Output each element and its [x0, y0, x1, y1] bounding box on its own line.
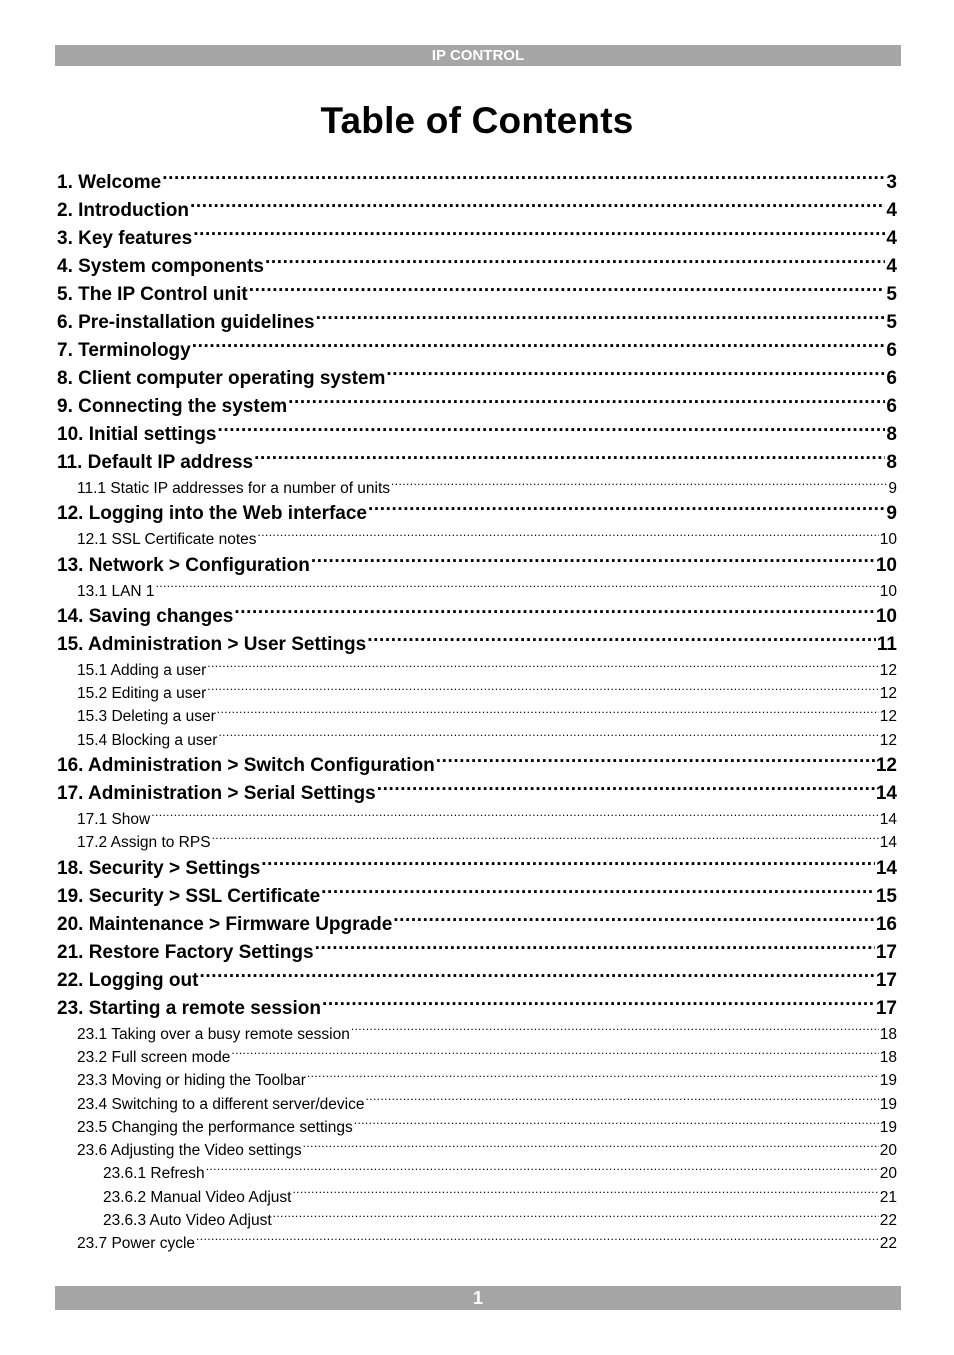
toc-entry-label: 7. Terminology: [57, 340, 191, 361]
toc-entry-label: 23.5 Changing the performance settings: [77, 1118, 353, 1136]
toc-entry-page: 4: [886, 200, 897, 221]
toc-dot-leader: [217, 421, 885, 440]
toc-entry[interactable]: [57, 1116, 897, 1139]
toc-dot-leader: [321, 883, 875, 902]
toc-entry-page: 10: [879, 582, 897, 600]
toc-entry[interactable]: [57, 500, 897, 528]
toc-entry-label: 23.1 Taking over a busy remote session: [77, 1025, 350, 1043]
toc-entry-label: 15.3 Deleting a user: [77, 708, 216, 726]
toc-entry[interactable]: [57, 1162, 897, 1185]
toc-entry[interactable]: [57, 831, 897, 854]
toc-entry-page: 5: [886, 284, 897, 305]
toc-dot-leader: [234, 603, 875, 622]
page-title: Table of Contents: [320, 100, 634, 141]
toc-dot-leader: [192, 337, 886, 356]
toc-dot-leader: [288, 393, 885, 412]
toc-dot-leader: [365, 1093, 878, 1109]
toc-entry-label: 10. Initial settings: [57, 424, 217, 445]
toc-dot-leader: [307, 1070, 879, 1086]
toc-dot-leader: [196, 1233, 879, 1249]
toc-entry-page: 8: [886, 452, 897, 473]
toc-entry-label: 22. Logging out: [57, 969, 199, 991]
toc-entry-label: 19. Security > SSL Certificate: [57, 885, 321, 907]
toc-dot-leader: [151, 809, 879, 825]
toc-entry[interactable]: [57, 603, 897, 631]
toc-entry-page: 17: [875, 969, 897, 991]
toc-entry-label: 23.6.2 Manual Video Adjust: [103, 1188, 292, 1206]
toc-entry-label: 13.1 LAN 1: [77, 582, 155, 600]
page-number: 1: [472, 1288, 483, 1308]
toc-entry-label: 13. Network > Configuration: [57, 554, 310, 576]
toc-dot-leader: [393, 911, 875, 930]
toc-dot-leader: [354, 1116, 879, 1132]
toc-entry-page: 12: [879, 731, 897, 749]
toc-entry-page: 3: [886, 172, 897, 193]
toc-entry[interactable]: [57, 281, 897, 309]
toc-entry-label: 15.1 Adding a user: [77, 661, 207, 679]
toc-entry-label: 23.6.1 Refresh: [103, 1165, 205, 1183]
toc-entry-page: 18: [879, 1025, 897, 1043]
table-of-contents: [57, 169, 897, 1256]
toc-entry-page: 19: [879, 1118, 897, 1136]
toc-entry[interactable]: [57, 855, 897, 883]
toc-entry-label: 2. Introduction: [57, 200, 189, 221]
toc-entry[interactable]: [57, 225, 897, 253]
toc-dot-leader: [199, 967, 874, 986]
toc-entry-page: 22: [879, 1235, 897, 1253]
toc-entry[interactable]: [57, 1186, 897, 1209]
toc-entry-page: 5: [886, 312, 897, 333]
toc-entry-label: 23. Starting a remote session: [57, 997, 321, 1019]
toc-entry[interactable]: [57, 552, 897, 580]
toc-dot-leader: [190, 197, 885, 216]
toc-entry[interactable]: [57, 752, 897, 780]
toc-entry[interactable]: [57, 659, 897, 682]
toc-entry-page: 21: [879, 1188, 897, 1206]
toc-entry-label: 23.2 Full screen mode: [77, 1048, 231, 1066]
toc-entry-page: 12: [879, 708, 897, 726]
toc-entry-page: 4: [886, 228, 897, 249]
toc-entry[interactable]: [57, 1139, 897, 1162]
toc-entry-page: 6: [886, 368, 897, 389]
toc-entry-page: 4: [886, 256, 897, 277]
toc-entry[interactable]: [57, 1023, 897, 1046]
toc-entry-label: 4. System components: [57, 256, 264, 277]
toc-dot-leader: [258, 529, 879, 545]
toc-entry-page: 22: [879, 1212, 897, 1230]
toc-entry-label: 15.4 Blocking a user: [77, 731, 218, 749]
toc-entry-page: 12: [879, 685, 897, 703]
toc-dot-leader: [303, 1140, 879, 1156]
toc-entry-label: 8. Client computer operating system: [57, 368, 386, 389]
toc-entry[interactable]: [57, 169, 897, 197]
toc-dot-leader: [156, 580, 879, 596]
toc-entry-page: 6: [886, 340, 897, 361]
toc-dot-leader: [207, 659, 878, 675]
toc-entry-page: 19: [879, 1072, 897, 1090]
toc-dot-leader: [436, 752, 875, 771]
toc-entry-label: 21. Restore Factory Settings: [57, 941, 314, 963]
toc-entry[interactable]: [57, 309, 897, 337]
toc-entry[interactable]: [57, 808, 897, 831]
toc-dot-leader: [249, 281, 886, 300]
toc-entry-label: 11. Default IP address: [57, 452, 254, 473]
toc-entry[interactable]: [57, 337, 897, 365]
toc-entry[interactable]: [57, 995, 897, 1023]
toc-dot-leader: [391, 478, 887, 494]
toc-entry-label: 15. Administration > User Settings: [57, 633, 367, 655]
toc-dot-leader: [254, 449, 885, 468]
toc-entry-label: 1. Welcome: [57, 172, 162, 193]
toc-dot-leader: [193, 225, 885, 244]
toc-entry-page: 12: [875, 755, 897, 777]
toc-dot-leader: [367, 631, 876, 650]
toc-dot-leader: [315, 939, 875, 958]
toc-entry[interactable]: [57, 365, 897, 393]
toc-dot-leader: [218, 729, 878, 745]
toc-entry-label: 20. Maintenance > Firmware Upgrade: [57, 913, 393, 935]
toc-entry-label: 14. Saving changes: [57, 605, 234, 627]
toc-entry-page: 14: [879, 834, 897, 852]
toc-entry[interactable]: [57, 729, 897, 752]
toc-entry[interactable]: [57, 967, 897, 995]
toc-entry-label: 23.7 Power cycle: [77, 1235, 196, 1253]
toc-entry-label: 12. Logging into the Web interface: [57, 503, 368, 525]
toc-entry-label: 3. Key features: [57, 228, 193, 249]
toc-entry-page: 10: [879, 531, 897, 549]
toc-entry-label: 15.2 Editing a user: [77, 685, 207, 703]
header-bar: [55, 45, 901, 66]
toc-entry-label: 23.4 Switching to a different server/device: [77, 1095, 365, 1113]
toc-entry-page: 14: [879, 811, 897, 829]
toc-entry[interactable]: [57, 449, 897, 477]
toc-entry[interactable]: [57, 393, 897, 421]
toc-entry-page: 10: [875, 554, 897, 576]
toc-entry[interactable]: [57, 1093, 897, 1116]
toc-entry[interactable]: [57, 528, 897, 551]
toc-entry-label: 9. Connecting the system: [57, 396, 288, 417]
toc-entry-label: 23.6 Adjusting the Video settings: [77, 1142, 302, 1160]
toc-entry[interactable]: [57, 1046, 897, 1069]
toc-dot-leader: [377, 780, 875, 799]
toc-entry-label: 5. The IP Control unit: [57, 284, 248, 305]
toc-entry-page: 17: [875, 997, 897, 1019]
toc-dot-leader: [292, 1186, 878, 1202]
toc-entry-label: 17.2 Assign to RPS: [77, 834, 211, 852]
toc-entry[interactable]: [57, 580, 897, 603]
header-title: IP CONTROL: [431, 47, 525, 64]
toc-entry[interactable]: [57, 197, 897, 225]
toc-entry-page: 20: [879, 1165, 897, 1183]
toc-dot-leader: [351, 1023, 879, 1039]
toc-entry-label: 17.1 Show: [77, 811, 151, 829]
toc-entry[interactable]: [57, 421, 897, 449]
toc-entry-page: 11: [876, 633, 897, 655]
toc-entry-page: 18: [879, 1048, 897, 1066]
toc-entry-page: 14: [875, 783, 897, 805]
toc-entry-label: 16. Administration > Switch Configuration: [57, 755, 435, 777]
toc-dot-leader: [265, 253, 885, 272]
toc-entry[interactable]: [57, 705, 897, 728]
toc-entry-page: 15: [875, 885, 897, 907]
toc-dot-leader: [261, 855, 875, 874]
footer-bar: [55, 1286, 901, 1310]
toc-entry[interactable]: [57, 253, 897, 281]
toc-dot-leader: [207, 683, 878, 699]
toc-dot-leader: [316, 309, 886, 328]
toc-entry-label: 12.1 SSL Certificate notes: [77, 531, 257, 549]
toc-entry-label: 23.3 Moving or hiding the Toolbar: [77, 1072, 306, 1090]
toc-dot-leader: [217, 706, 879, 722]
toc-entry-page: 9: [886, 503, 897, 525]
toc-entry-page: 6: [886, 396, 897, 417]
toc-entry[interactable]: [57, 1209, 897, 1232]
toc-entry-label: 18. Security > Settings: [57, 857, 261, 879]
toc-dot-leader: [311, 552, 875, 571]
toc-entry[interactable]: [57, 911, 897, 939]
toc-entry-label: 23.6.3 Auto Video Adjust: [103, 1212, 272, 1230]
toc-entry-page: 20: [879, 1142, 897, 1160]
toc-entry-page: 8: [886, 424, 897, 445]
toc-entry[interactable]: [57, 631, 897, 659]
toc-entry[interactable]: [57, 939, 897, 967]
toc-entry-page: 16: [875, 913, 897, 935]
toc-entry-page: 14: [875, 857, 897, 879]
toc-entry-page: 17: [875, 941, 897, 963]
toc-dot-leader: [368, 500, 885, 519]
toc-entry[interactable]: [57, 682, 897, 705]
toc-entry[interactable]: [57, 477, 897, 500]
toc-entry-page: 9: [888, 480, 897, 497]
toc-dot-leader: [322, 995, 875, 1014]
toc-dot-leader: [273, 1210, 879, 1226]
toc-entry[interactable]: [57, 1232, 897, 1255]
toc-dot-leader: [231, 1046, 878, 1062]
toc-entry[interactable]: [57, 883, 897, 911]
toc-dot-leader: [206, 1163, 879, 1179]
toc-dot-leader: [386, 365, 885, 384]
toc-dot-leader: [212, 832, 879, 848]
toc-entry-label: 6. Pre-installation guidelines: [57, 312, 315, 333]
toc-entry-label: 17. Administration > Serial Settings: [57, 783, 376, 805]
toc-entry-page: 12: [879, 661, 897, 679]
toc-dot-leader: [162, 169, 885, 188]
toc-entry[interactable]: [57, 1069, 897, 1092]
toc-entry[interactable]: [57, 780, 897, 808]
toc-entry-label: 11.1 Static IP addresses for a number of units: [77, 480, 391, 497]
toc-entry-page: 10: [875, 605, 897, 627]
toc-entry-page: 19: [879, 1095, 897, 1113]
